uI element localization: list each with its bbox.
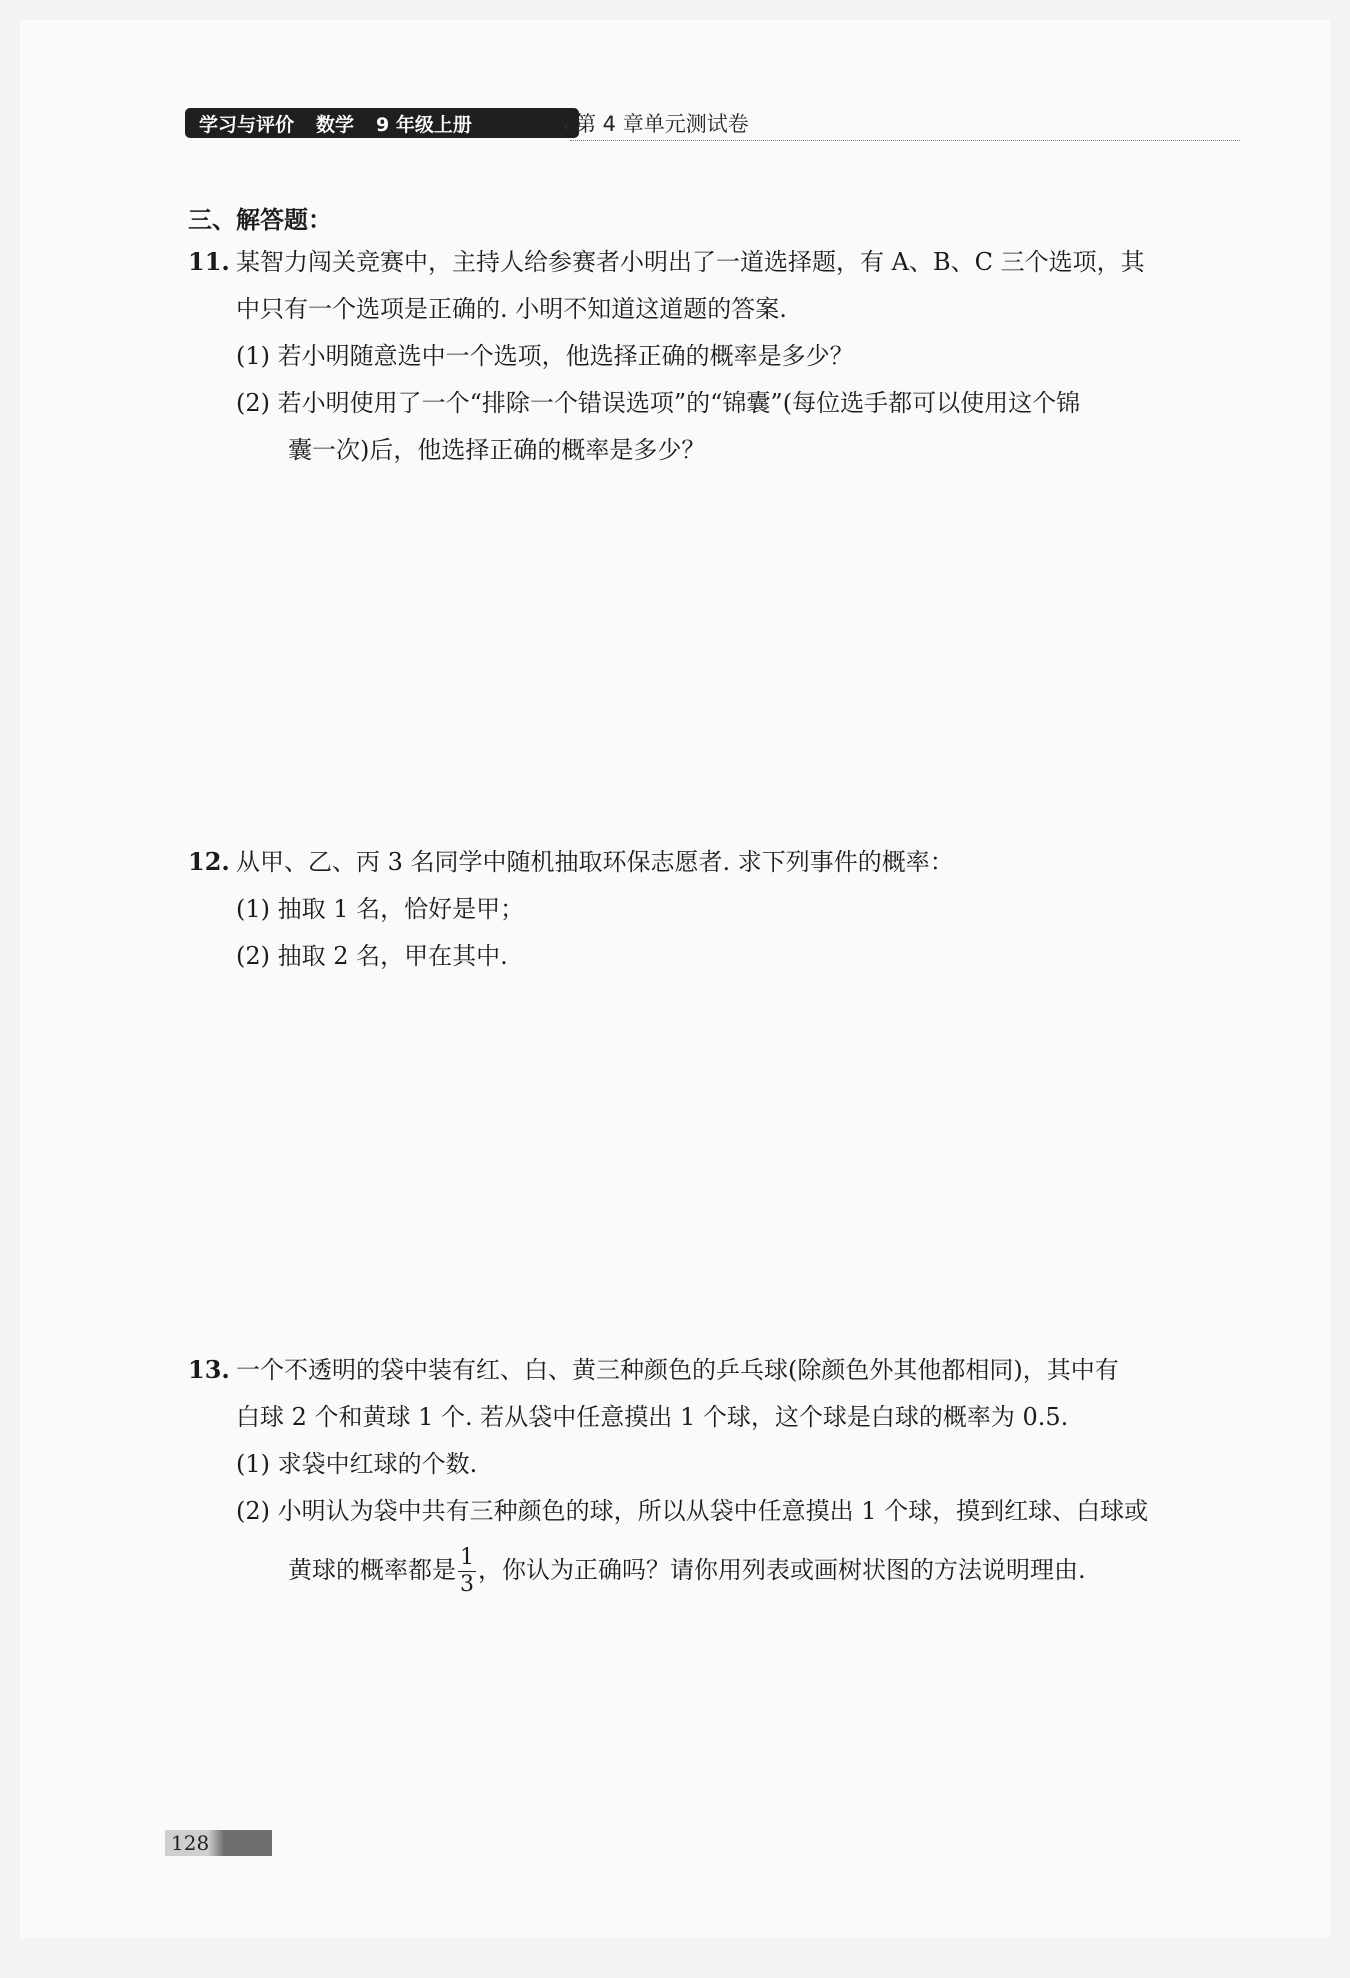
problem-text: 从甲、乙、丙 3 名同学中随机抽取环保志愿者. 求下列事件的概率： bbox=[236, 848, 954, 876]
book-title: 学习与评价 bbox=[199, 113, 295, 136]
problem-number: 11. bbox=[188, 247, 230, 276]
sub-question-cont bbox=[188, 1535, 1248, 1605]
page bbox=[20, 20, 1330, 1938]
page-number-tab bbox=[165, 1830, 272, 1856]
sub-question-cont: 囊一次)后，他选择正确的概率是多少？ bbox=[288, 436, 706, 464]
header-divider bbox=[570, 140, 1240, 141]
problem-text: 某智力闯关竞赛中，主持人给参赛者小明出了一道选择题，有 A、B、C 三个选项，其 bbox=[236, 248, 1145, 276]
problem-text: 中只有一个选项是正确的. 小明不知道这道题的答案. bbox=[236, 295, 787, 323]
page-header bbox=[165, 90, 1245, 140]
section-title: 三、解答题： bbox=[188, 206, 332, 234]
chapter-title: 第 4 章单元测试卷 bbox=[575, 112, 749, 136]
fraction-after-text: ，你认为正确吗？请你用列表或画树状图的方法说明理由. bbox=[478, 1556, 1086, 1584]
grade-label: 9 年级上册 bbox=[376, 113, 472, 136]
sub-question: (1) 抽取 1 名，恰好是甲； bbox=[236, 895, 525, 923]
sub-question: (2) 抽取 2 名，甲在其中. bbox=[236, 942, 508, 970]
arrow-icon: ‹ bbox=[563, 116, 570, 135]
fraction-before-text: 黄球的概率都是 bbox=[288, 1556, 456, 1584]
fraction bbox=[458, 1545, 476, 1598]
fraction-denominator: 3 bbox=[460, 1572, 474, 1597]
sub-question: (1) 求袋中红球的个数. bbox=[236, 1450, 478, 1478]
problem-text: 一个不透明的袋中装有红、白、黄三种颜色的乒乓球(除颜色外其他都相同)，其中有 bbox=[236, 1356, 1119, 1384]
subject-label: 数学 bbox=[316, 113, 355, 136]
sub-question: (2) 若小明使用了一个“排除一个错误选项”的“锦囊”(每位选手都可以使用这个锦 bbox=[236, 389, 1081, 417]
problem-text: 白球 2 个和黄球 1 个. 若从袋中任意摸出 1 个球，这个球是白球的概率为 0.5. bbox=[236, 1403, 1069, 1431]
problem-number: 12. bbox=[188, 847, 230, 876]
problem-13 bbox=[188, 1346, 1248, 1605]
sub-question: (1) 若小明随意选中一个选项，他选择正确的概率是多少？ bbox=[236, 342, 854, 370]
problem-11 bbox=[188, 238, 1248, 474]
problem-12 bbox=[188, 838, 1248, 980]
book-badge bbox=[185, 108, 579, 138]
fraction-numerator: 1 bbox=[460, 1545, 474, 1570]
page-number: 128 bbox=[171, 1831, 210, 1855]
sub-question: (2) 小明认为袋中共有三种颜色的球，所以从袋中任意摸出 1 个球，摸到红球、白球或 bbox=[236, 1497, 1149, 1525]
problem-number: 13. bbox=[188, 1355, 230, 1384]
